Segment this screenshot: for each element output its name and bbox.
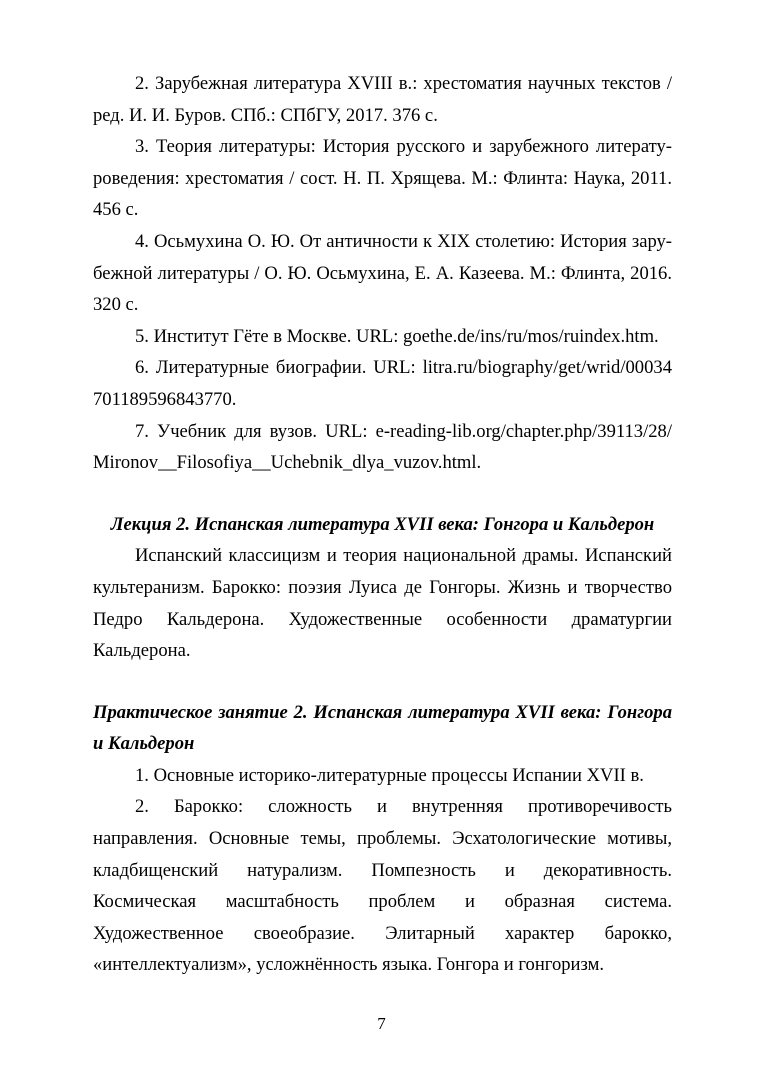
reference-item-2: 2. Зарубежная литература XVIII в.: хрестоматия научных текстов / ред. И. И. Буров. СПб.: СПбГУ, 2017. 376 с. <box>93 73 672 126</box>
practice-item-2: 2. Барокко: сложность и внутренняя противоречивость направления. Основные темы, проблемы. Эсхатологические мотивы, кладбищенский натурализм. Помпезность и декоративность. Космическая масштабность проблем и образная система. Художественное своеобразие. Элитарный характер барокко, «интеллектуализм», усложнённость языка. Гонгора и гонгоризм. <box>93 796 672 976</box>
lecture-heading: Лекция 2. Испанская литература XVII века: Гонгора и Кальдерон <box>110 513 655 535</box>
reference-item-6: 6. Литературные биографии. URL: litra.ru/biography/get/wrid/00034​701189596843770. <box>93 357 672 410</box>
reference-item-7: 7. Учебник для вузов. URL: e-reading-lib.org/chapter.php/39113/28/​Mironov__Filosofiya__Uchebnik_dlya_vuzov.html. <box>93 420 672 474</box>
reference-item-5: 5. Институт Гёте в Москве. URL: goethe.de/ins/ru/mos/ruindex.htm. <box>135 325 659 347</box>
page-number: 7 <box>377 1014 386 1033</box>
reference-item-3: 3. Теория литературы: История русского и зарубежного литературоведения: хрестоматия / сост. Н. П. Хрящева. М.: Флинта: Наука, 2011. 456 с. <box>93 136 672 221</box>
page-content <box>93 68 672 981</box>
practice-heading: Практическое занятие 2. Испанская литература XVII века: Гонгора и Кальдерон <box>93 701 672 755</box>
lecture-text: Испанский классицизм и теория национальной драмы. Испанский культеранизм. Барокко: поэзия Луиса де Гонгоры. Жизнь и творчество Педро Кальдерона. Художественные особенности драматургии Кальдерона. <box>93 545 672 662</box>
practice-item-1: 1. Основные историко-литературные процессы Испании XVII в. <box>135 764 644 786</box>
reference-item-4: 4. Осьмухина О. Ю. От античности к XIX столетию: История зарубежной литературы / О. Ю. Осьмухина, Е. А. Казеева. М.: Флинта, 2016. 320 с. <box>93 230 672 316</box>
